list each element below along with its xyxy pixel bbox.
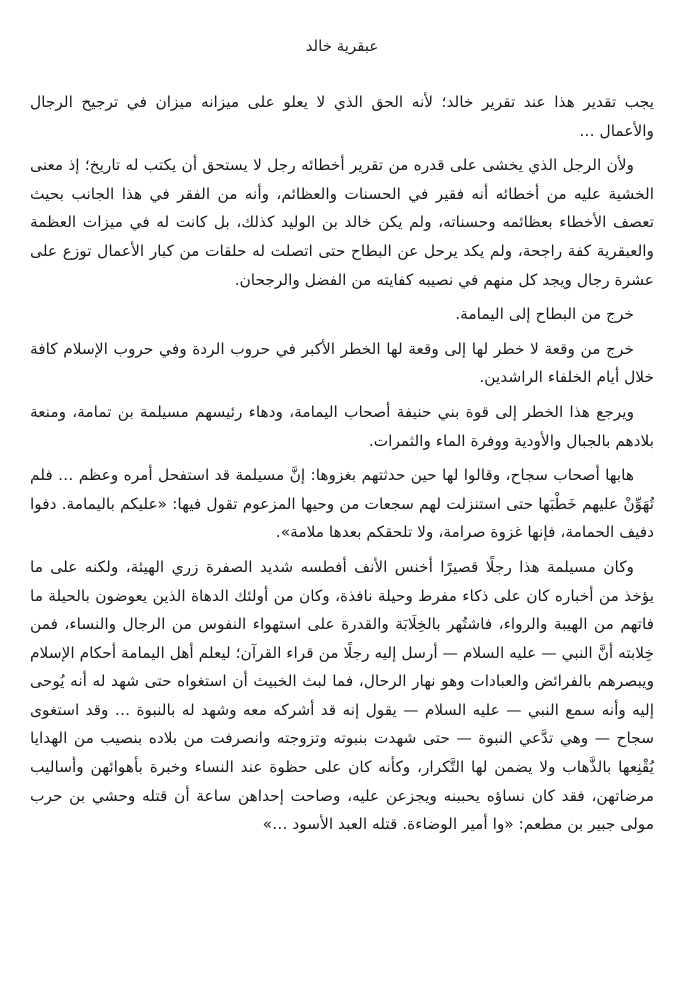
running-head: عبقرية خالد <box>305 37 379 55</box>
paragraph-5: ويرجع هذا الخطر إلى قوة بني حنيفة أصحاب اليمامة، ودهاء رئيسهم مسيلمة بن تمامة، ومنعة بلادهم بالجبال والأودية ووفرة الماء والثمرات. <box>30 402 654 450</box>
paragraph-7: وكان مسيلمة هذا رجلًا قصيرًا أخنس الأنف أفطسه شديد الصفرة زري الهيئة، ولكنه على ما يؤخذ من أخباره كان على ذكاء مفرط وحيلة نافذة، وكان من أولئك الدهاة الذين يعوضون بالحيلة ما فاتهم من الهيبة والرواء، فاشتُهر بالخِلَابَة والقدرة على استهواء النفوس من الرجال والنساء، فمن خِلابته أنَّ النبي — عليه السلام — أرسل إليه رجلًا من قراء القرآن؛ ليعلم أهل اليمامة أحكام الإسلام ويبصرهم بالفرائض والعبادات وهو نهار الرحال، فما لبث الخبيث أن استغواه حتى شهد له أنه يُوحى إليه وأنه سمع النبي — عليه السلام — يقول إنه قد أشركه معه وشهد له بالنبوة … وقد استغوى سجاح — وهي تدَّعي النبوة — حتى شهدت بنبوته وتزوجته وانصرفت من بلاده بنصيب من الهدايا يُقْنِعها بالذَّهاب ولا يضمن لها التَّكرار، وكأنه كان على حظوة عند النساء وخبرة بأهوائهن وأساليب مرضاتهن، فقد كان نساؤه يحببنه ويجزعن عليه، وصاحت إحداهن ساعة أن قتله وحشي بن حرب مولى جبير بن مطعم: «وا أمير الوضاءة. قتله العبد الأسود …» <box>30 557 654 834</box>
paragraph-6: هابها أصحاب سجاح، وقالوا لها حين حدثتهم بغزوها: إنَّ مسيلمة قد استفحل أمره وعظم … فلم تُهَوِّنْ عليهم خَطْبَها حتى استنزلت لهم سجعات من وحيها المزعوم تقول فيها: «عليكم باليمامة. دفوا دفيف الحمامة، فإنها غزوة صرامة، ولا تلحقكم بعدها ملامة». <box>30 466 654 542</box>
paragraph-4: خرج من وقعة لا خطر لها إلى وقعة لها الخطر الأكبر في حروب الردة وفي حروب الإسلام كافة خلال أيام الخلفاء الراشدين. <box>30 339 654 387</box>
body-text <box>30 88 654 839</box>
paragraph-1: يجب تقدير هذا عند تقرير خالد؛ لأنه الحق الذي لا يعلو على ميزانه ميزان في ترجيح الرجال والأعمال … <box>30 93 654 140</box>
paragraph-2: ولأن الرجل الذي يخشى على قدره من تقرير أخطائه رجل لا يستحق أن يكتب له تاريخ؛ إذ معنى الخشية عليه من أخطائه أنه فقير في الحسنات والعظائم، وأنه من الفقر في هذا الجانب بحيث تعصف الأخطاء بعظائمه وحسناته، ولم يكن خالد بن الوليد كذلك، بل كانت له في ميزات العظمة والعبقرية كفة راجحة، ولم يكد يرحل عن البطاح حتى اتصلت له حلقات من كبار الأعمال توزع على عشرة رجال ويجد كل منهم في نصيبه كفايته من الفضل والرجحان. <box>30 156 654 289</box>
paragraph-3: خرج من البطاح إلى اليمامة. <box>455 305 634 324</box>
